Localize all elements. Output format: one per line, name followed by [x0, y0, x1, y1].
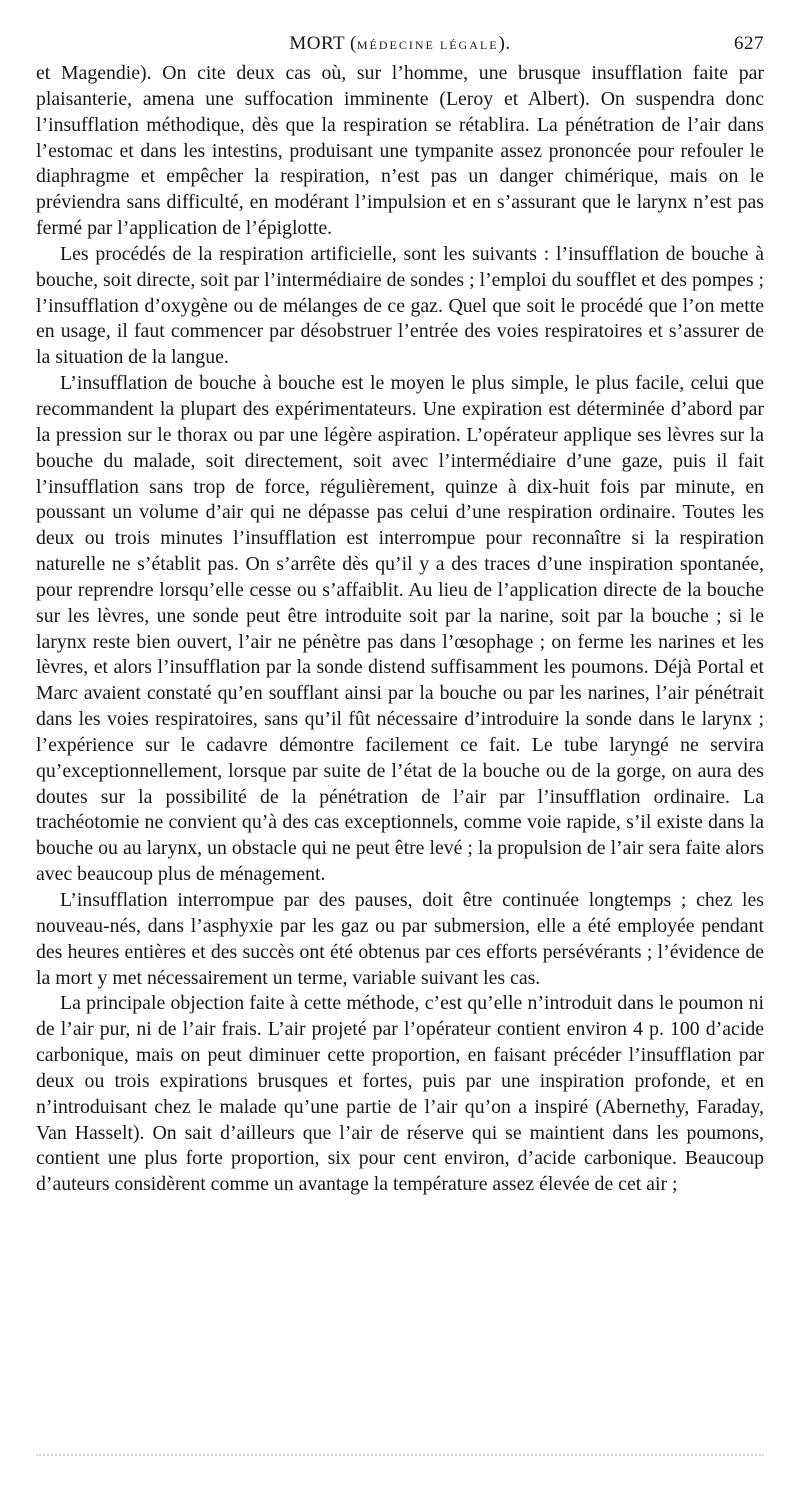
running-title [36, 33, 764, 55]
paragraph-continuation: et Magendie). On cite deux cas où, sur l’homme, une brusque insufflation faite par plaisanterie, amena une suffocation imminente (Leroy et Albert). On suspendra donc l’insufflation méthodique, dès que la respiration se rétablira. La pénétration de l’air dans l’estomac et dans les intestins, produisant une tympanite assez prononcée pour refouler le diaphragme et empêcher la respiration, n’est pas un danger chimérique, mais on le préviendra sans difficulté, en modérant l’impulsion et en s’assurant que le larynx n’est pas fermé par l’application de l’épiglotte. [36, 62, 764, 240]
paragraph-insufflation-bouche: L’insufflation de bouche à bouche est le moyen le plus simple, le plus facile, celui que recommandent la plupart des expérimentateurs. Une expiration est déterminée d’abord par la pression sur le thorax ou par une légère aspiration. L’opérateur applique ses lèvres sur la bouche du malade, soit directement, soit avec l’intermédiaire d’une gaze, puis il fait l’insufflation sans trop de force, régulièrement, quinze à dix-huit fois par minute, en poussant un volume d’air qui ne dépasse pas celui d’une respiration ordinaire. Toutes les deux ou trois minutes l’insufflation est interrompue pour reconnaître si la respiration naturelle ne s’établit pas. On s’arrête dès qu’il y a des traces d’une inspiration spontanée, pour reprendre lorsqu’elle cesse ou s’affaiblit. Au lieu de l’application directe de la bouche sur les lèvres, une sonde peut être introduite soit par la narine, soit par la bouche ; si le larynx reste bien ouvert, l’air ne pénètre pas dans l’œsophage ; on ferme les narines et les lèvres, et alors l’insufflation par la sonde distend suffisamment les poumons. Déjà Portal et Marc avaient constaté qu’en soufflant ainsi par la bouche ou par les narines, l’air pénétrait dans les voies respiratoires, sans qu’il fût nécessaire d’introduire la sonde dans le larynx ; l’expérience sur le cadavre démontre facilement ce fait. Le tube laryngé ne servira qu’exceptionnellement, lorsque par suite de l’état de la bouche ou de la gorge, on aura des doutes sur la possibilité de la pénétration de l’air par l’insufflation ordinaire. La trachéotomie ne convient qu’à des cas exceptionnels, comme voie rapide, s’il existe dans la bouche ou au larynx, un obstacle qui ne peut être levé ; la propulsion de l’air sera faite alors avec beaucoup plus de ménagement. [36, 372, 764, 886]
running-head [36, 33, 764, 57]
running-title-end: ). [498, 33, 511, 54]
page-number: 627 [734, 33, 764, 54]
running-title-main: MORT ( [289, 33, 357, 54]
running-title-sub: MÉDECINE LÉGALE [356, 38, 499, 52]
footer-scan-artifact [36, 1454, 764, 1459]
paragraph-objection: La principale objection faite à cette méthode, c’est qu’elle n’introduit dans le poumon ni de l’air pur, ni de l’air frais. L’air projeté par l’opérateur contient environ 4 p. 100 d’acide carbonique, mais on peut diminuer cette proportion, en faisant précéder l’insufflation par deux ou trois expirations brusques et fortes, puis par une inspiration profonde, et en n’introduisant chez le malade qu’une partie de l’air qu’on a inspiré (Abernethy, Faraday, Van Hasselt). On sait d’ailleurs que l’air de réserve qui se maintient dans les poumons, contient une plus forte proportion, six pour cent environ, d’acide carbonique. Beaucoup d’auteurs considèrent comme un avantage la température assez élevée de cet air ; [36, 992, 764, 1196]
paragraph-insufflation-interrompue: L’insufflation interrompue par des pauses, doit être continuée longtemps ; chez les nouveau-nés, dans l’asphyxie par les gaz ou par submersion, elle a été employée pendant des heures entières et des succès ont été obtenus par ces efforts persévérants ; l’évidence de la mort y met nécessairement un terme, variable suivant les cas. [36, 889, 764, 989]
body-text [36, 61, 764, 1198]
paragraph-procedes: Les procédés de la respiration artificielle, sont les suivants : l’insufflation de bouche à bouche, soit directe, soit par l’intermédiaire de sondes ; l’emploi du soufflet et des pompes ; l’insufflation d’oxygène ou de mélanges de ce gaz. Quel que soit le procédé que l’on mette en usage, il faut commencer par désobstruer l’entrée des voies respiratoires et s’assurer de la situation de la langue. [36, 242, 764, 369]
